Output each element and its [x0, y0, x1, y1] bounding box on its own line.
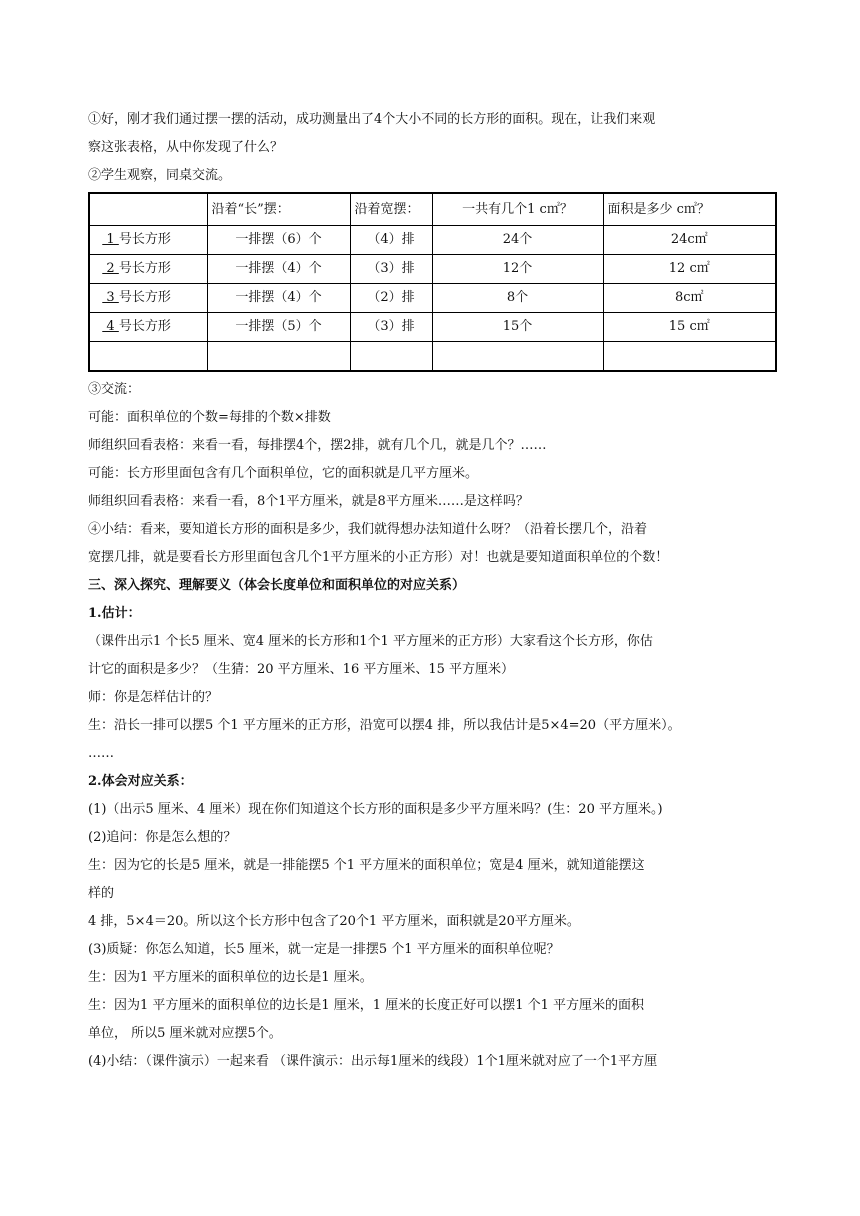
- table-cell-rect-name: [89, 284, 207, 313]
- paragraph: ……: [88, 746, 114, 761]
- paragraph: 察这张表格，从中你发现了什么？: [88, 140, 284, 155]
- table-cell: 一排摆（4）个: [207, 284, 350, 313]
- paragraph: 生：沿长一排可以摆5 个1 平方厘米的正方形，沿宽可以摆4 排，所以我估计是5×4=20（平方厘米）。: [88, 718, 681, 733]
- rect-number: 3: [102, 290, 119, 305]
- paragraph: 生：因为1 平方厘米的面积单位的边长是1 厘米，1 厘米的长度正好可以摆1 个1 平方厘米的面积: [88, 998, 645, 1013]
- table-cell: 8c㎡: [603, 284, 776, 313]
- subsection-heading: 2.体会对应关系：: [88, 774, 193, 789]
- subsection-heading: 1.估计：: [88, 606, 141, 621]
- table-cell: [432, 342, 603, 372]
- table-cell: [89, 342, 207, 372]
- paragraph: 师：你是怎样估计的？: [88, 690, 219, 705]
- table-cell: [350, 342, 432, 372]
- paragraph: ②学生观察，同桌交流。: [88, 168, 232, 183]
- rect-label: 号长方形: [118, 232, 171, 247]
- paragraph: (1)（出示5 厘米、4 厘米）现在你们知道这个长方形的面积是多少平方厘米吗？(生：20 平方厘米。): [88, 802, 663, 817]
- table-cell: 一排摆（6）个: [207, 226, 350, 255]
- table-cell: 24个: [432, 226, 603, 255]
- paragraph: 样的: [88, 886, 115, 901]
- table-cell-rect-name: [89, 226, 207, 255]
- paragraph: ③交流：: [88, 382, 141, 397]
- table-row: [89, 226, 776, 255]
- paragraph: (4)小结：（课件演示）一起来看 （课件演示：出示每1厘米的线段）1个1厘米就对应了一个1平方厘: [88, 1054, 658, 1069]
- paragraph: ①好，刚才我们通过摆一摆的活动，成功测量出了4个大小不同的长方形的面积。现在，让我们来观: [88, 112, 656, 127]
- table-header-row: [89, 193, 776, 226]
- paragraph: 生：因为它的长是5 厘米，就是一排能摆5 个1 平方厘米的面积单位；宽是4 厘米，就知道能摆这: [88, 858, 645, 873]
- table-cell: 8个: [432, 284, 603, 313]
- table-cell: [603, 342, 776, 372]
- table-row-empty: [89, 342, 776, 372]
- paragraph: 可能：面积单位的个数=每排的个数×排数: [88, 410, 331, 425]
- table-cell: （2）排: [350, 284, 432, 313]
- table-header-cell: 沿着宽摆：: [350, 193, 432, 226]
- table-header-cell: 面积是多少 c㎡？: [603, 193, 776, 226]
- table-cell: [207, 342, 350, 372]
- table-header-cell: 一共有几个1 c㎡？: [432, 193, 603, 226]
- table-cell: 12个: [432, 255, 603, 284]
- paragraph: ④小结：看来，要知道长方形的面积是多少，我们就得想办法知道什么呀？（沿着长摆几个，沿着: [88, 522, 648, 537]
- paragraph: 计它的面积是多少？（生猜：20 平方厘米、16 平方厘米、15 平方厘米）: [88, 662, 515, 677]
- rectangle-area-table: [88, 192, 777, 372]
- table-cell: 12 c㎡: [603, 255, 776, 284]
- table-cell-rect-name: [89, 255, 207, 284]
- table-row: [89, 284, 776, 313]
- paragraph: (3)质疑：你怎么知道，长5 厘米，就一定是一排摆5 个1 平方厘米的面积单位呢？: [88, 942, 560, 957]
- paragraph: 生：因为1 平方厘米的面积单位的边长是1 厘米。: [88, 970, 373, 985]
- paragraph: 师组织回看表格：来看一看，8个1平方厘米，就是8平方厘米……是这样吗？: [88, 494, 529, 509]
- document-body: [88, 106, 778, 1076]
- table-cell: 一排摆（5）个: [207, 313, 350, 342]
- paragraph: (2)追问：你是怎么想的？: [88, 830, 237, 845]
- section-heading: 三、深入探究、理解要义（体会长度单位和面积单位的对应关系）: [88, 578, 466, 593]
- table-cell: 24c㎡: [603, 226, 776, 255]
- table-header-cell: 沿着“长”摆：: [207, 193, 350, 226]
- table-cell: 一排摆（4）个: [207, 255, 350, 284]
- rect-number: 1: [102, 232, 119, 247]
- paragraph: （课件出示1 个长5 厘米、宽4 厘米的长方形和1个1 平方厘米的正方形）大家看这个长方形，你估: [88, 634, 653, 649]
- paragraph: 师组织回看表格：来看一看，每排摆4个，摆2排，就有几个几，就是几个？……: [88, 438, 547, 453]
- rect-number: 4: [102, 319, 119, 334]
- paragraph: 单位， 所以5 厘米就对应摆5个。: [88, 1026, 282, 1041]
- rect-label: 号长方形: [118, 261, 171, 276]
- table-row: [89, 313, 776, 342]
- paragraph: 可能：长方形里面包含有几个面积单位，它的面积就是几平方厘米。: [88, 466, 479, 481]
- paragraph: 4 排，5×4＝20。所以这个长方形中包含了20个1 平方厘米，面积就是20平方厘米。: [88, 914, 580, 929]
- table-cell: （4）排: [350, 226, 432, 255]
- table-cell: （3）排: [350, 313, 432, 342]
- rect-number: 2: [102, 261, 119, 276]
- table-header-cell: [89, 193, 207, 226]
- table-cell: 15个: [432, 313, 603, 342]
- rect-label: 号长方形: [118, 319, 171, 334]
- table-cell: 15 c㎡: [603, 313, 776, 342]
- rect-label: 号长方形: [118, 290, 171, 305]
- table-row: [89, 255, 776, 284]
- paragraph: 宽摆几排，就是要看长方形里面包含几个1平方厘米的小正方形）对！也就是要知道面积单位的个数！: [88, 550, 669, 565]
- table-cell-rect-name: [89, 313, 207, 342]
- table-cell: （3）排: [350, 255, 432, 284]
